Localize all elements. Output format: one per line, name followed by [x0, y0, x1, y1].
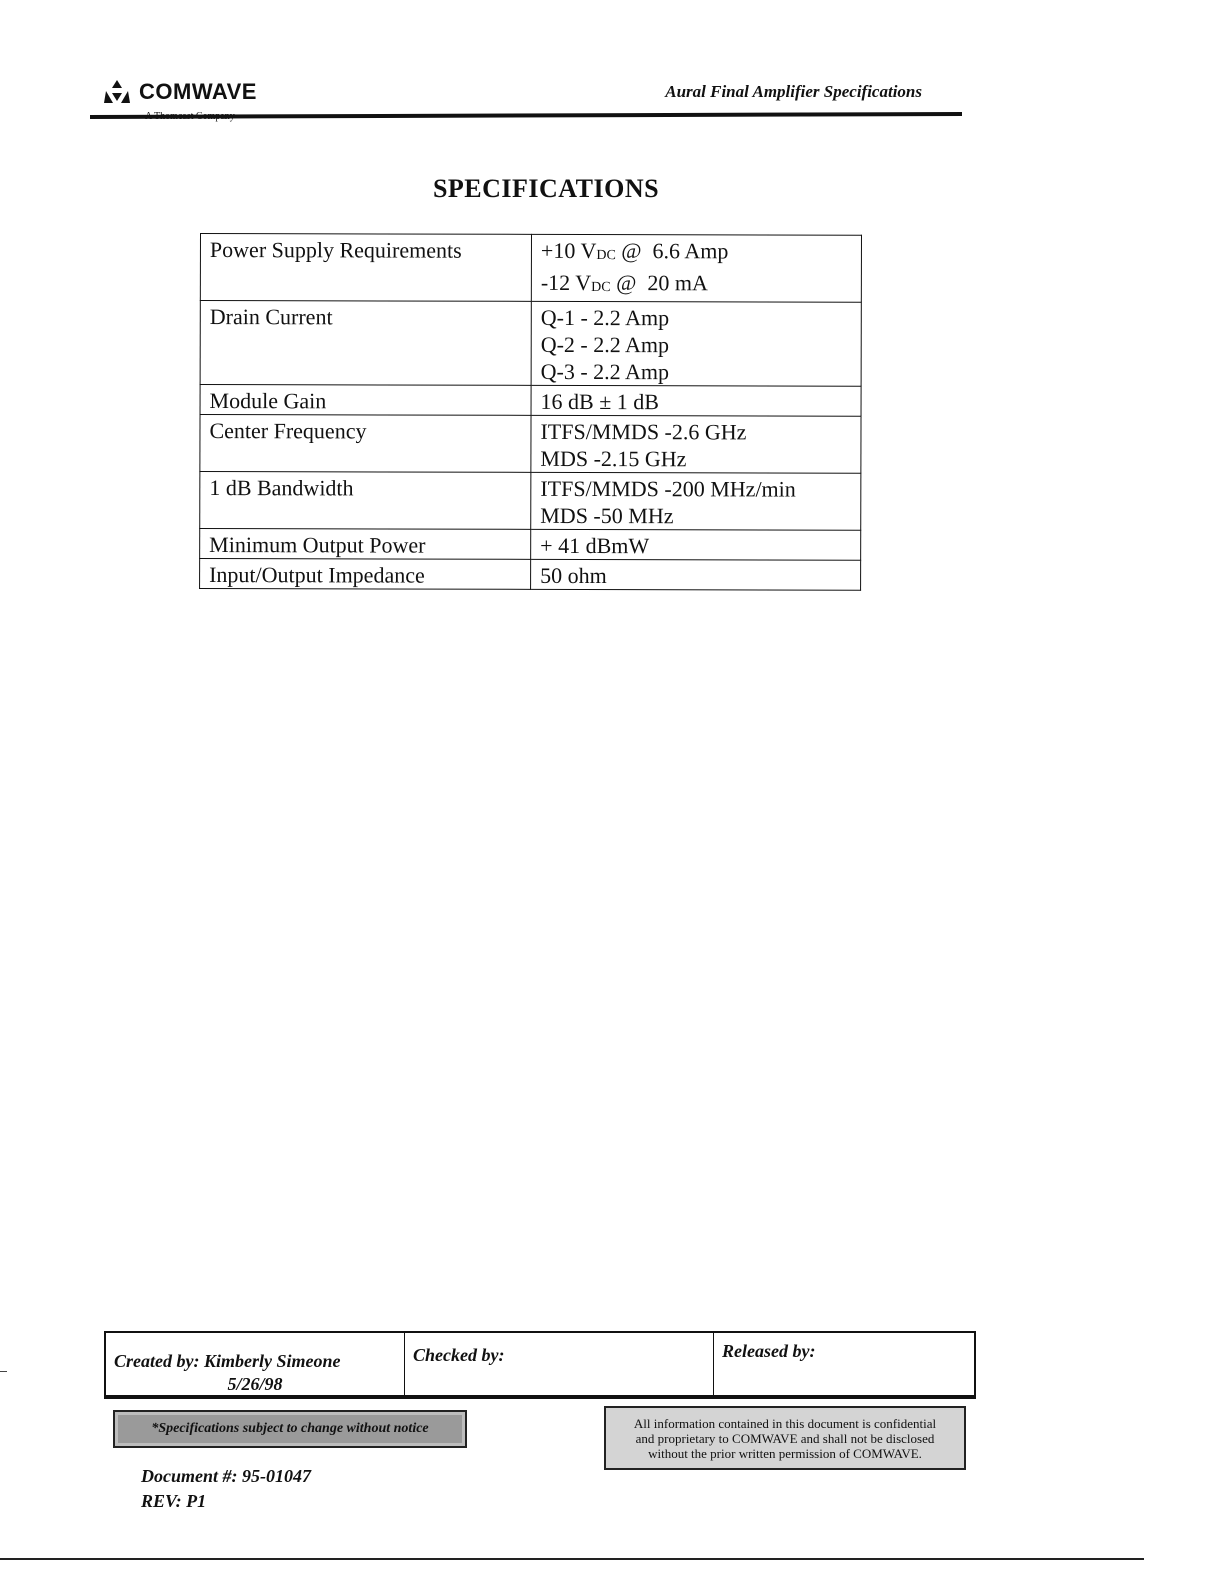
spec-value-cell — [531, 472, 861, 530]
spec-value-cell — [531, 529, 861, 560]
bottom-divider — [0, 1558, 1144, 1560]
spec-value-line — [541, 358, 853, 386]
spec-value-line — [541, 304, 853, 332]
confidential-line: and proprietary to COMWAVE and shall not be disclosed — [635, 1430, 935, 1446]
spec-value-cell — [531, 415, 861, 473]
created-by-cell — [105, 1332, 405, 1397]
spec-value-line — [540, 532, 852, 560]
spec-value-text: 50 ohm — [540, 562, 607, 589]
spec-value-subscript: DC — [596, 248, 616, 264]
spec-row — [200, 559, 861, 591]
spec-value-line — [540, 502, 852, 530]
spec-value-text: ITFS/MMDS -200 MHz/min — [540, 475, 796, 502]
brand-name: COMWAVE — [139, 79, 257, 104]
spec-parameter: Center Frequency — [200, 415, 531, 473]
comwave-logo-icon — [103, 79, 131, 105]
document-revision: REV: P1 — [141, 1491, 207, 1511]
checked-by-label: Checked by: — [413, 1345, 505, 1365]
company-logo — [103, 80, 257, 104]
spec-parameter: Power Supply Requirements — [200, 234, 531, 302]
spec-parameter: Module Gain — [200, 385, 531, 416]
spec-value-text: + 41 dBmW — [540, 532, 650, 559]
spec-value-text: Q-1 - 2.2 Amp — [540, 304, 670, 331]
spec-value-line — [541, 331, 853, 359]
checked-by-cell — [405, 1332, 714, 1397]
signoff-table — [104, 1331, 976, 1399]
spec-value-line — [541, 269, 853, 302]
released-by-cell — [714, 1332, 976, 1397]
spec-value-text: @ 20 mA — [610, 270, 708, 296]
document-number: Document #: 95-01047 — [141, 1466, 311, 1486]
document-info — [141, 1464, 311, 1514]
spec-value-cell — [531, 234, 861, 302]
spec-value-cell — [531, 559, 861, 590]
spec-value-line — [541, 237, 853, 270]
spec-value-text: 16 dB ± 1 dB — [540, 388, 660, 415]
spec-value-text: ITFS/MMDS -2.6 GHz — [540, 418, 747, 445]
confidentiality-notice — [604, 1406, 966, 1470]
page-title: SPECIFICATIONS — [432, 174, 660, 203]
spec-value-text: MDS -50 MHz — [540, 502, 674, 529]
spec-value-text: MDS -2.15 GHz — [540, 445, 687, 472]
spec-value-subscript: DC — [591, 280, 611, 296]
created-by-label: Created by: Kimberly Simeone — [114, 1351, 341, 1371]
spec-value-text: -12 V — [540, 269, 592, 296]
spec-row — [200, 472, 861, 531]
spec-value-line — [540, 562, 852, 590]
spec-parameter: 1 dB Bandwidth — [200, 472, 531, 530]
spec-row — [200, 301, 861, 387]
document-header-title: Aural Final Amplifier Specifications — [665, 82, 922, 101]
spec-value-line — [540, 475, 852, 503]
spec-value-cell — [531, 301, 861, 386]
spec-row — [200, 385, 861, 417]
spec-value-line — [540, 418, 852, 446]
spec-parameter: Minimum Output Power — [200, 529, 531, 560]
spec-row — [200, 234, 861, 303]
spec-row — [200, 529, 861, 561]
spec-value-text: @ 6.6 Amp — [615, 238, 729, 264]
specifications-table — [199, 233, 862, 591]
spec-value-line — [541, 388, 853, 416]
spec-row — [200, 415, 861, 474]
spec-value-cell — [531, 385, 861, 416]
released-by-label: Released by: — [722, 1341, 816, 1361]
spec-value-text: +10 V — [540, 237, 597, 264]
spec-value-text: Q-3 - 2.2 Amp — [540, 358, 669, 385]
spec-value-text: Q-2 - 2.2 Amp — [540, 331, 670, 358]
margin-mark — [0, 1371, 7, 1372]
spec-value-line — [540, 445, 852, 473]
confidential-line: All information contained in this document is confidential — [633, 1415, 937, 1431]
confidential-line: without the prior written permission of COMWAVE. — [648, 1445, 922, 1461]
spec-parameter: Drain Current — [200, 301, 531, 386]
specifications-notice: *Specifications subject to change without notice — [113, 1410, 467, 1448]
created-date: 5/26/98 — [227, 1374, 283, 1394]
spec-parameter: Input/Output Impedance — [200, 559, 531, 590]
